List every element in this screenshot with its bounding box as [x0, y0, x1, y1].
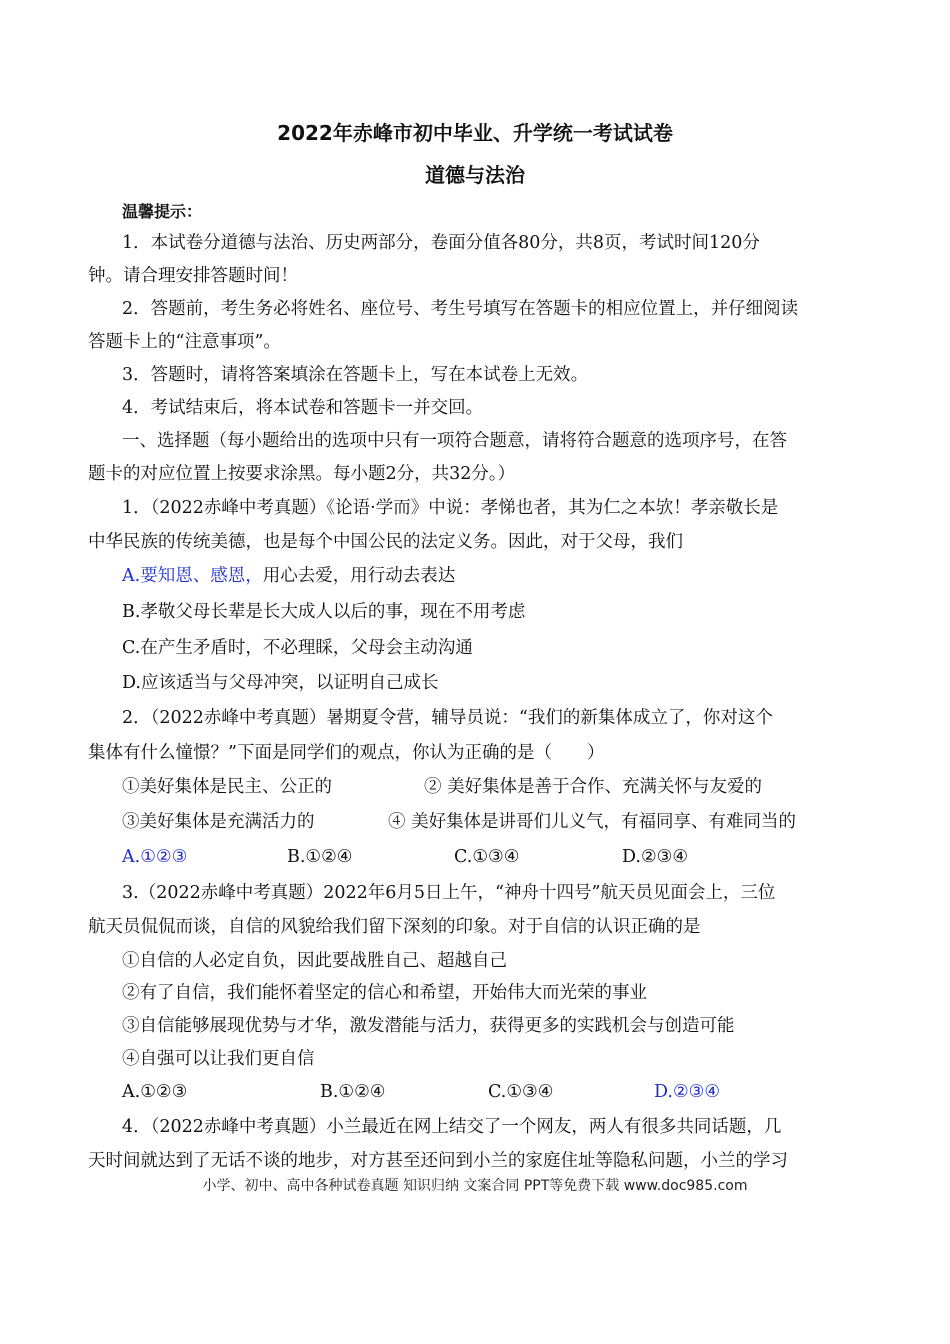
question-3-choice-c: C.①③④ [488, 1082, 554, 1102]
question-2-statement-2: ② 美好集体是善于合作、充满关怀与友爱的 [424, 777, 763, 797]
question-1-option-c: C.在产生矛盾时，不必理睬，父母会主动沟通 [122, 638, 473, 658]
tip-3: 3．答题时，请将答案填涂在答题卡上，写在本试卷上无效。 [122, 365, 589, 385]
question-1-option-d: D.应该适当与父母冲突，以证明自己成长 [122, 673, 439, 693]
question-3-line-2: 航天员侃侃而谈，自信的风貌给我们留下深刻的印象。对于自信的认识正确的是 [88, 917, 701, 937]
question-1-option-a [122, 564, 897, 588]
question-1-line-1: 1．（2022赤峰中考真题）《论语·学而》中说：孝悌也者，其为仁之本欤！孝亲敬长是 [122, 498, 779, 518]
tip-2-line-1: 2．答题前，考生务必将姓名、座位号、考生号填写在答题卡的相应位置上，并仔细阅读 [122, 299, 799, 319]
tips-heading: 温馨提示： [122, 202, 203, 221]
question-4-line-1: 4．（2022赤峰中考真题）小兰最近在网上结交了一个网友，两人有很多共同话题，几 [122, 1117, 782, 1137]
question-2-statement-1: ①美好集体是民主、公正的 [122, 777, 332, 797]
question-3-line-1: 3.（2022赤峰中考真题）2022年6月5日上午，“神舟十四号”航天员见面会上，三位 [122, 883, 776, 903]
question-1-line-2: 中华民族的传统美德，也是每个中国公民的法定义务。因此，对于父母，我们 [88, 532, 683, 552]
question-2-statement-4: ④ 美好集体是讲哥们儿义气，有福同享、有难同当的 [388, 812, 797, 832]
question-4-line-2: 天时间就达到了无话不谈的地步，对方甚至还问到小兰的家庭住址等隐私问题，小兰的学习 [88, 1151, 788, 1171]
question-3-statement-2: ②有了自信，我们能怀着坚定的信心和希望，开始伟大而光荣的事业 [122, 983, 647, 1003]
question-1-option-b: B.孝敬父母长辈是长大成人以后的事，现在不用考虑 [122, 602, 526, 622]
tip-2-line-2: 答题卡上的“注意事项”。 [88, 332, 281, 352]
tip-1-line-1: 1．本试卷分道德与法治、历史两部分，卷面分值各80分，共8页，考试时间120分 [122, 233, 760, 253]
question-3-statement-4: ④自强可以让我们更自信 [122, 1049, 315, 1069]
question-2-choice-b: B.①②④ [287, 847, 353, 867]
question-1-option-a-answer: A.要知恩、感恩， [122, 566, 263, 586]
question-3-choice-d: D.②③④ [654, 1082, 721, 1102]
question-2-choice-d: D.②③④ [622, 847, 689, 867]
question-2-choice-c: C.①③④ [454, 847, 520, 867]
question-2-line-2: 集体有什么憧憬？”下面是同学们的观点，你认为正确的是（ ） [88, 743, 605, 763]
question-3-choice-a: A.①②③ [122, 1082, 188, 1102]
question-2-statement-3: ③美好集体是充满活力的 [122, 812, 315, 832]
question-2-line-1: 2．（2022赤峰中考真题）暑期夏令营，辅导员说：“我们的新集体成立了，你对这个 [122, 708, 773, 728]
page-footer: 小学、初中、高中各种试卷真题 知识归纳 文案合同 PPT等免费下载 www.doc985.com [202, 1178, 748, 1194]
tip-4: 4．考试结束后，将本试卷和答题卡一并交回。 [122, 398, 484, 418]
question-3-statement-3: ③自信能够展现优势与才华，激发潜能与活力，获得更多的实践机会与创造可能 [122, 1016, 735, 1036]
question-1-option-a-rest: 用心去爱，用行动去表达 [262, 566, 456, 586]
question-3-statement-1: ①自信的人必定自负，因此要战胜自己、超越自己 [122, 951, 507, 971]
section-heading-line-1: 一、选择题（每小题给出的选项中只有一项符合题意，请将符合题意的选项序号，在答 [122, 431, 787, 451]
question-2-choice-a: A.①②③ [122, 847, 188, 867]
page-subtitle: 道德与法治 [425, 163, 525, 187]
page-title: 2022年赤峰市初中毕业、升学统一考试试卷 [277, 121, 673, 145]
section-heading-line-2: 题卡的对应位置上按要求涂黑。每小题2分，共32分。） [88, 464, 516, 484]
question-3-choice-b: B.①②④ [320, 1082, 386, 1102]
tip-1-line-2: 钟。请合理安排答题时间！ [88, 266, 298, 286]
